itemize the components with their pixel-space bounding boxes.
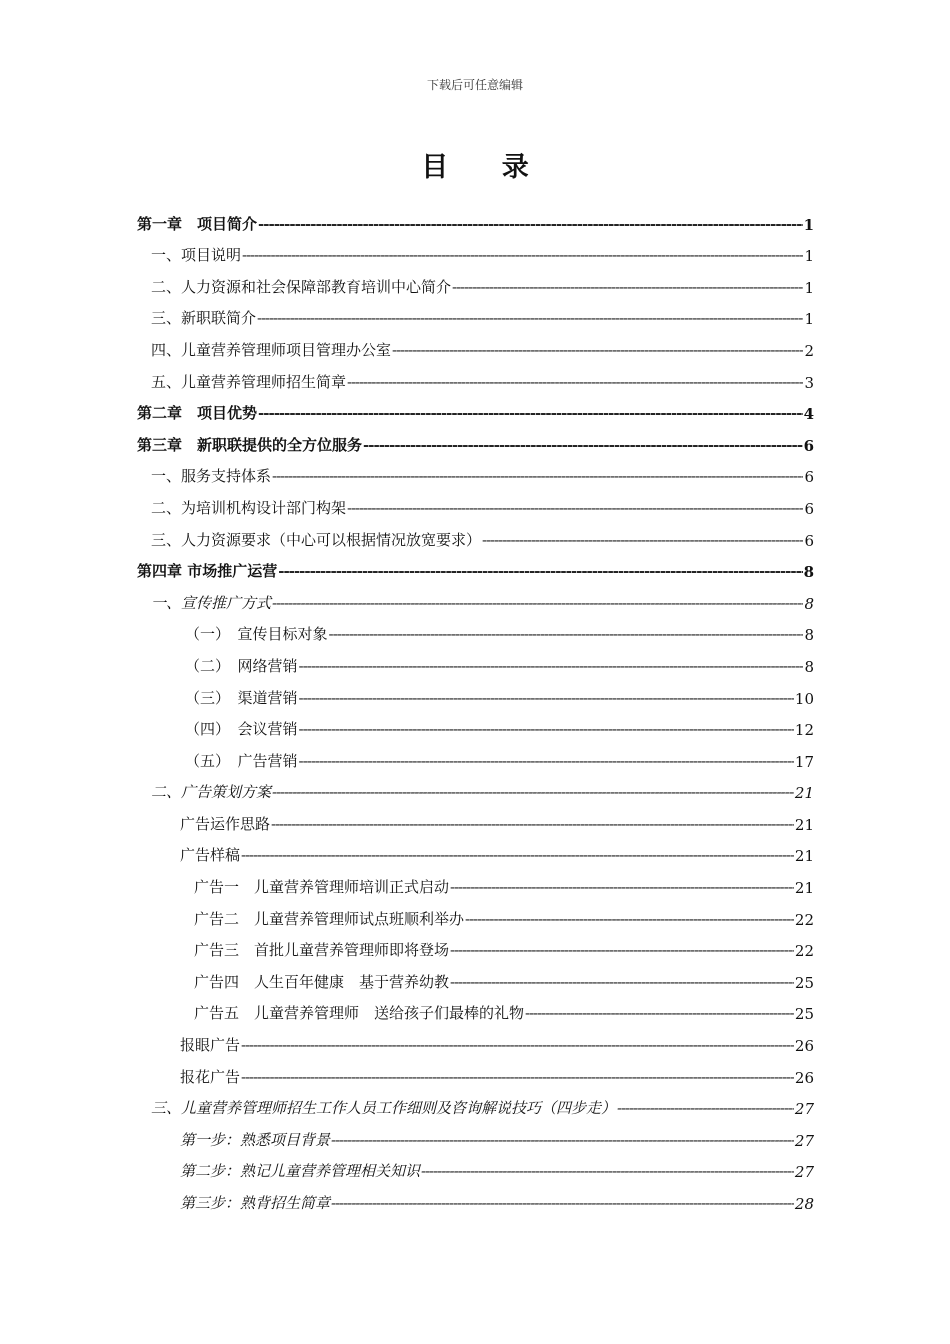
toc-leader-dashes — [258, 406, 803, 423]
toc-entry-label: （二） 网络营销 — [185, 656, 298, 675]
toc-entry-label: 广告运作思路 — [180, 814, 271, 833]
toc-entry[interactable] — [137, 1150, 814, 1182]
toc-entry-label: 一、宣传推广方式 — [151, 593, 272, 612]
toc-entry[interactable] — [137, 708, 814, 740]
toc-entry[interactable] — [137, 581, 814, 613]
toc-entry-page: 10 — [794, 689, 814, 708]
toc-entry[interactable] — [137, 1087, 814, 1119]
toc-entry[interactable] — [137, 739, 814, 771]
toc-entry-label: 第二步：熟记儿童营养管理相关知识 — [180, 1162, 421, 1181]
toc-leader-dashes — [278, 564, 802, 581]
toc-entry[interactable] — [137, 771, 814, 803]
toc-leader-dashes — [299, 754, 794, 771]
toc-entry[interactable] — [137, 802, 814, 834]
toc-entry-label: 一、服务支持体系 — [151, 467, 272, 486]
toc-entry-page: 25 — [794, 1005, 814, 1024]
toc-entry-label: 二、广告策划方案 — [151, 783, 272, 802]
toc-leader-dashes — [421, 1164, 794, 1181]
toc-entry-page: 1 — [803, 215, 814, 234]
page-title: 目 录 — [421, 152, 551, 183]
toc-entry-page: 21 — [794, 784, 814, 803]
toc-entry-page: 27 — [794, 1100, 814, 1119]
toc-entry-label: （三） 渠道营销 — [185, 688, 298, 707]
toc-leader-dashes — [329, 627, 804, 644]
toc-entry-label: 第一章 项目简介 — [137, 214, 258, 233]
toc-entry[interactable] — [137, 550, 814, 582]
toc-entry-page: 12 — [794, 721, 814, 740]
toc-entry-page: 2 — [804, 341, 814, 360]
toc-entry-page: 25 — [794, 973, 814, 992]
toc-entry-page: 28 — [794, 1195, 814, 1213]
toc-leader-dashes — [363, 438, 803, 455]
toc-leader-dashes — [450, 943, 794, 960]
toc-entry-page: 21 — [794, 847, 814, 866]
header-note: 下载后可任意编辑 — [426, 78, 523, 92]
toc-entry-page: 1 — [804, 310, 814, 329]
toc-leader-dashes — [258, 217, 803, 234]
toc-entry-label: 四、儿童营养管理师项目管理办公室 — [151, 340, 392, 359]
toc-entry-label: 第三步：熟背招生简章 — [180, 1194, 331, 1212]
toc-entry[interactable] — [137, 676, 814, 708]
toc-entry-label: 二、为培训机构设计部门构架 — [151, 498, 347, 517]
toc-leader-dashes — [465, 912, 794, 929]
toc-entry[interactable] — [137, 360, 814, 392]
toc-entry-label: 一、项目说明 — [151, 246, 242, 265]
toc-entry-label: 广告二 儿童营养管理师试点班顺利举办 — [194, 909, 465, 928]
toc-entry-page: 4 — [803, 405, 814, 424]
toc-entry-page: 3 — [804, 373, 814, 392]
toc-leader-dashes — [450, 880, 794, 897]
toc-leader-dashes — [257, 311, 803, 328]
toc-entry-page: 22 — [794, 910, 814, 929]
toc-entry-label: （一） 宣传目标对象 — [185, 625, 328, 644]
toc-entry[interactable] — [137, 328, 814, 360]
table-of-contents — [137, 202, 814, 1213]
toc-entry-page: 27 — [794, 1163, 814, 1182]
toc-entry-label: 报眼广告 — [180, 1036, 241, 1055]
toc-entry[interactable] — [137, 960, 814, 992]
toc-leader-dashes — [299, 659, 804, 676]
toc-leader-dashes — [450, 975, 794, 992]
toc-entry-label: 三、人力资源要求（中心可以根据情况放宽要求） — [151, 530, 482, 549]
toc-entry-label: 广告样稿 — [180, 846, 241, 865]
toc-entry-label: 广告一 儿童营养管理师培训正式启动 — [194, 878, 450, 897]
toc-leader-dashes — [347, 501, 803, 518]
toc-entry-label: 报花广告 — [180, 1067, 241, 1086]
toc-entry-page: 6 — [804, 468, 814, 487]
toc-leader-dashes — [299, 691, 794, 708]
toc-leader-dashes — [241, 848, 794, 865]
toc-entry-label: 三、新职联简介 — [151, 309, 257, 328]
toc-entry-page: 1 — [804, 278, 814, 297]
toc-entry-label: 三、儿童营养管理师招生工作人员工作细则及咨询解说技巧（四步走） — [151, 1099, 617, 1118]
toc-leader-dashes — [452, 280, 803, 297]
toc-entry[interactable] — [137, 234, 814, 266]
toc-entry-page: 6 — [804, 499, 814, 518]
toc-leader-dashes — [331, 1133, 794, 1150]
toc-leader-dashes — [617, 1101, 794, 1118]
toc-entry-label: 第二章 项目优势 — [137, 404, 258, 423]
toc-entry-page: 21 — [794, 879, 814, 898]
toc-leader-dashes — [241, 1038, 794, 1055]
toc-entry[interactable] — [137, 834, 814, 866]
toc-leader-dashes — [331, 1196, 794, 1213]
toc-entry-page: 26 — [794, 1068, 814, 1087]
toc-entry-page: 6 — [803, 436, 814, 455]
toc-leader-dashes — [525, 1006, 794, 1023]
toc-entry[interactable] — [137, 644, 814, 676]
toc-entry-page: 6 — [804, 531, 814, 550]
toc-entry-label: 广告四 人生百年健康 基于营养幼教 — [194, 972, 450, 991]
toc-entry-label: 广告五 儿童营养管理师 送给孩子们最棒的礼物 — [194, 1004, 525, 1023]
toc-entry-page: 27 — [794, 1131, 814, 1150]
toc-entry[interactable] — [137, 897, 814, 929]
toc-entry-page: 1 — [804, 247, 814, 266]
toc-leader-dashes — [347, 375, 803, 392]
toc-entry[interactable] — [137, 455, 814, 487]
toc-leader-dashes — [272, 596, 803, 613]
toc-entry-label: 二、人力资源和社会保障部教育培训中心简介 — [151, 277, 452, 296]
toc-entry[interactable] — [137, 1023, 814, 1055]
toc-entry-page: 17 — [794, 752, 814, 771]
toc-entry[interactable] — [137, 486, 814, 518]
toc-entry[interactable] — [137, 1055, 814, 1087]
toc-leader-dashes — [272, 469, 803, 486]
toc-entry-page: 8 — [804, 594, 814, 613]
toc-entry-label: （四） 会议营销 — [185, 720, 298, 739]
toc-leader-dashes — [271, 817, 794, 834]
toc-entry-label: （五） 广告营销 — [185, 751, 298, 770]
toc-entry-page: 26 — [794, 1037, 814, 1056]
toc-entry[interactable] — [137, 1181, 814, 1213]
toc-entry[interactable] — [137, 613, 814, 645]
toc-entry[interactable] — [137, 202, 814, 234]
toc-leader-dashes — [242, 248, 803, 265]
toc-entry-label: 第一步：熟悉项目背景 — [180, 1130, 331, 1149]
toc-entry-page: 8 — [804, 626, 814, 645]
toc-entry[interactable] — [137, 518, 814, 550]
toc-entry-page: 8 — [804, 657, 814, 676]
toc-entry[interactable] — [137, 1118, 814, 1150]
toc-entry[interactable] — [137, 392, 814, 424]
toc-entry[interactable] — [137, 265, 814, 297]
toc-entry[interactable] — [137, 297, 814, 329]
toc-entry-label: 第四章 市场推广运营 — [137, 562, 278, 581]
toc-entry-page: 22 — [794, 942, 814, 961]
toc-entry-page: 8 — [803, 563, 814, 582]
toc-entry[interactable] — [137, 992, 814, 1024]
toc-entry[interactable] — [137, 929, 814, 961]
toc-entry-label: 广告三 首批儿童营养管理师即将登场 — [194, 941, 450, 960]
toc-leader-dashes — [482, 533, 803, 550]
toc-leader-dashes — [299, 722, 794, 739]
toc-entry-label: 五、儿童营养管理师招生简章 — [151, 372, 347, 391]
toc-leader-dashes — [241, 1070, 794, 1087]
toc-leader-dashes — [392, 343, 803, 360]
toc-leader-dashes — [272, 785, 794, 802]
toc-entry-page: 21 — [794, 815, 814, 834]
toc-entry[interactable] — [137, 865, 814, 897]
toc-entry-label: 第三章 新职联提供的全方位服务 — [137, 435, 363, 454]
toc-entry[interactable] — [137, 423, 814, 455]
